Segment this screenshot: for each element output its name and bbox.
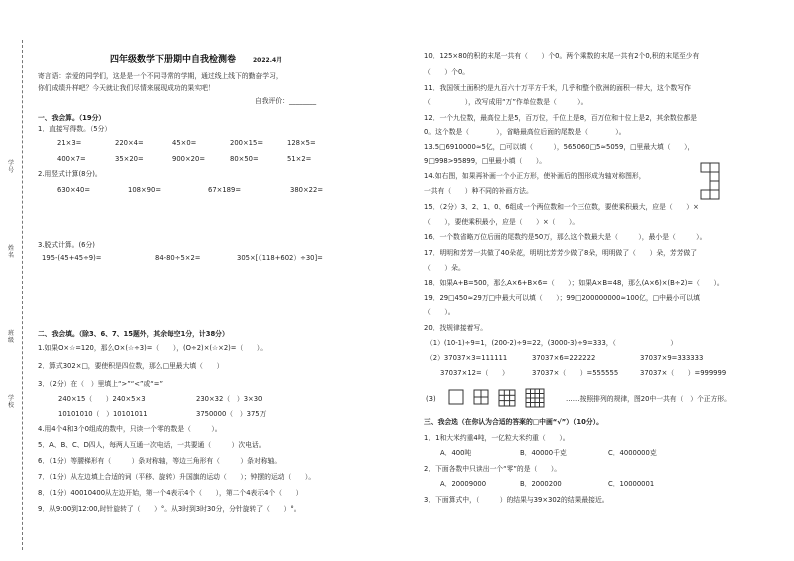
section-3-title: 三、我会选（在你认为合适的答案的□中画“√”）（10分）。 [424,418,603,426]
figure-square [701,163,710,172]
side-label-school: 学校 [7,395,14,409]
oral-calc: 45×0= [172,139,197,147]
pattern-figure-3 [499,390,515,406]
vertical-calc: 108×90= [128,186,162,194]
fill-question-17: 17．明明和芳芳一共做了40朵花，明明比芳芳少做了8朵，明明做了（ ）朵，芳芳做了 [424,249,698,257]
figure-square [710,163,719,172]
compare-item: 10101010（ ）10101011 [58,410,148,418]
choice-option[interactable]: B．40000千克 [520,449,567,457]
fill-question-15: 15．（2分）3、2、1、0、6组成一个两位数和一个三位数，要使乘积最大，应是（ ）× [424,203,699,211]
vertical-calc: 380×22= [290,186,324,194]
oral-calc: 900×20= [172,155,206,163]
fill-question-15-cont: （ ），要使乘积最小，应是（ ）×（ ）。 [424,218,580,226]
pattern-figure-2 [474,390,488,404]
figure-square [710,181,719,190]
fill-question-13-cont: 9□998>95899，□里最小填（ ）。 [424,157,547,165]
choice-option[interactable]: C．4000000克 [608,449,657,457]
figure-square [701,190,710,199]
oral-calc: 128×5= [287,139,316,147]
fill-question-12-cont: 0。这个数是（ ），省略最高位后面的尾数是（ ）。 [424,128,626,136]
pattern-2: 37037×12=（ ） [440,369,509,377]
pattern-2: 37037×6=222222 [532,354,596,362]
pattern-2: 37037×（ ）=555555 [532,369,619,377]
pattern-2: 37037×（ ）=999999 [640,369,727,377]
figure-square [710,190,719,199]
vertical-calc: 67×189= [208,186,242,194]
oral-calc: 200×15= [230,139,264,147]
compare-item: 3750000（ ）375万 [196,410,267,418]
choice-option[interactable]: A．20009000 [440,480,487,488]
question-1-1: 1．直接写得数。（5分） [38,125,112,133]
fill-question-1: 1.如果O×☆=120，那么O×(☆÷3)=（ ），(O÷2)×(☆×2)=（ ）。 [38,344,268,352]
side-label-name: 姓名 [7,245,14,259]
exam-date: 2022.4月 [253,57,283,64]
fill-question-10-cont: （ ）个0。 [424,68,470,76]
oral-calc: 80×50= [230,155,259,163]
pattern-figure-1 [449,390,463,404]
fill-question-7: 7．（1分）从左边填上合适的词（平移、旋转）升国旗的运动（ ）；钟摆的运动（ ）。 [38,473,316,481]
fill-question-3: 3．（2分）在（ ）里填上“>”“<”或“=” [38,380,164,388]
fill-question-19: 19．29□450≈29万□中最大可以填（ ）；99□200000000≈100亿，□中最小可以填 [424,294,700,302]
pattern-3-label: (3) [426,395,436,403]
pattern-2: （2）37037×3=111111 [426,354,508,362]
fill-question-16: 16．一个数省略万位后面的尾数约是50万，那么这个数最大是（ ），最小是（ ）。 [424,233,707,241]
choice-option[interactable]: B．2000200 [520,480,562,488]
exam-title: 四年级数学下册期中自我检测卷 [110,55,237,65]
oral-calc: 35×20= [115,155,144,163]
fill-question-14: 14.如右图，如果再补画一个小正方形，使补画后的图形成为轴对称图形， [424,172,646,180]
fill-question-12: 12．一个九位数，最高位上是5，百万位，千位上是8，百万位和十位上是2，其余数位都是 [424,114,698,122]
pattern-3-caption: ……按照排列的规律，图20中一共有（ ）个正方形。 [566,395,731,403]
vertical-calc: 630×40= [57,186,91,194]
question-1-3: 3.脱式计算。(6分) [38,241,95,249]
choice-option[interactable]: A．400吨 [440,449,472,457]
fill-question-10: 10．125×80的积的末尾一共有（ ）个0。两个乘数的末尾一共有2个0,积的末尾至少有 [424,52,700,60]
fill-question-6: 6．（1分）等腰梯形有（ ）条对称轴，等边三角形有（ ）条对称轴。 [38,457,282,465]
choice-option[interactable]: C．10000001 [608,480,655,488]
greeting-line-2: 你们成绩升样吧？今天就让我们尽情来展现成功的果实吧！ [38,84,215,92]
side-label-student-id: 学号 [7,160,14,174]
fill-question-4: 4.用4个4和3个0组成的数中，只读一个零的数是（ ）。 [38,425,222,433]
self-evaluation: 自我评价：________ [255,97,317,105]
choice-question-2: 2．下面各数中只读出一个“零”的是（ ）。 [424,465,562,473]
section-1-title: 一、我会算。（19分） [38,114,106,122]
fill-question-8: 8．（1分）40010400从左边开始，第一个4表示4个（ ），第二个4表示4个（ ） [38,489,303,497]
fill-question-2: 2．算式302×□，要使积是四位数，那么□里最大填（ ） [38,362,224,370]
stepwise-calc: 195-(45+45÷9)= [42,254,102,262]
choice-question-1: 1．1和大米约重4吨，一亿粒大米约重（ ）。 [424,434,570,442]
oral-calc: 220×4= [115,139,144,147]
fill-question-19-cont: （ ）。 [424,308,455,316]
fill-question-17-cont: （ ）朵。 [424,264,465,272]
fill-question-11-cont: （ ），改写成用“万”作单位数是（ ）。 [424,98,588,106]
fill-question-20: 20．找规律接着写。 [424,324,488,332]
fill-question-18: 18．如果A+B=500，那么A×6+B×6=（ ）；如果A×B=48，那么(A×6)×(B÷2)=（ ）。 [424,279,724,287]
pattern-1: （1）(10-1)÷9=1，(200-2)÷9=22，(3000-3)÷9=333，（ ） [426,339,678,347]
fill-question-5: 5．A、B、C、D四人，每两人互通一次电话，一共要通（ ）次电话。 [38,441,266,449]
binding-line [22,40,23,550]
question-1-2: 2.用竖式计算(8分)。 [38,170,102,178]
symmetry-figure [700,162,722,206]
compare-item: 240×15（ ）240×5×3 [58,395,146,403]
fill-question-13: 13.5□6910000≈5亿，□可以填（ ），565060□5≈5059，□里最大填（ ）， [424,143,695,151]
stepwise-calc: 84-80÷5×2= [155,254,201,262]
fill-question-11: 11．我国领土面积约是九百六十万平方千米，几乎和整个欧洲的面积一样大，这个数写作 [424,84,691,92]
greeting-line-1: 寄言语：亲爱的同学们，这是是一个不同寻常的学期，通过线上线下的勤奋学习， [38,72,283,80]
fill-question-14-cont: 一共有（ ）种不同的补画方法。 [424,187,533,195]
oral-calc: 21×3= [57,139,82,147]
section-2-title: 二、我会填。（除3、6、7、15题外，其余每空1分，计38分） [38,330,229,338]
figure-square [710,172,719,181]
oral-calc: 400×7= [57,155,86,163]
choice-question-3: 3．下面算式中，（ ）的结果与39×302的结果最接近。 [424,496,609,504]
square-pattern-figures [448,387,568,409]
stepwise-calc: 305×[（118+602）÷30]= [237,254,323,262]
compare-item: 230×32（ ）3×30 [196,395,263,403]
pattern-figure-4 [526,389,544,407]
pattern-2: 37037×9=333333 [640,354,704,362]
side-label-class: 班级 [7,330,14,344]
oral-calc: 51×2= [287,155,312,163]
fill-question-9: 9．从9:00到12:00,时针旋转了（ ）°。从3时到3时30分，分针旋转了（ ）°。 [38,505,301,513]
